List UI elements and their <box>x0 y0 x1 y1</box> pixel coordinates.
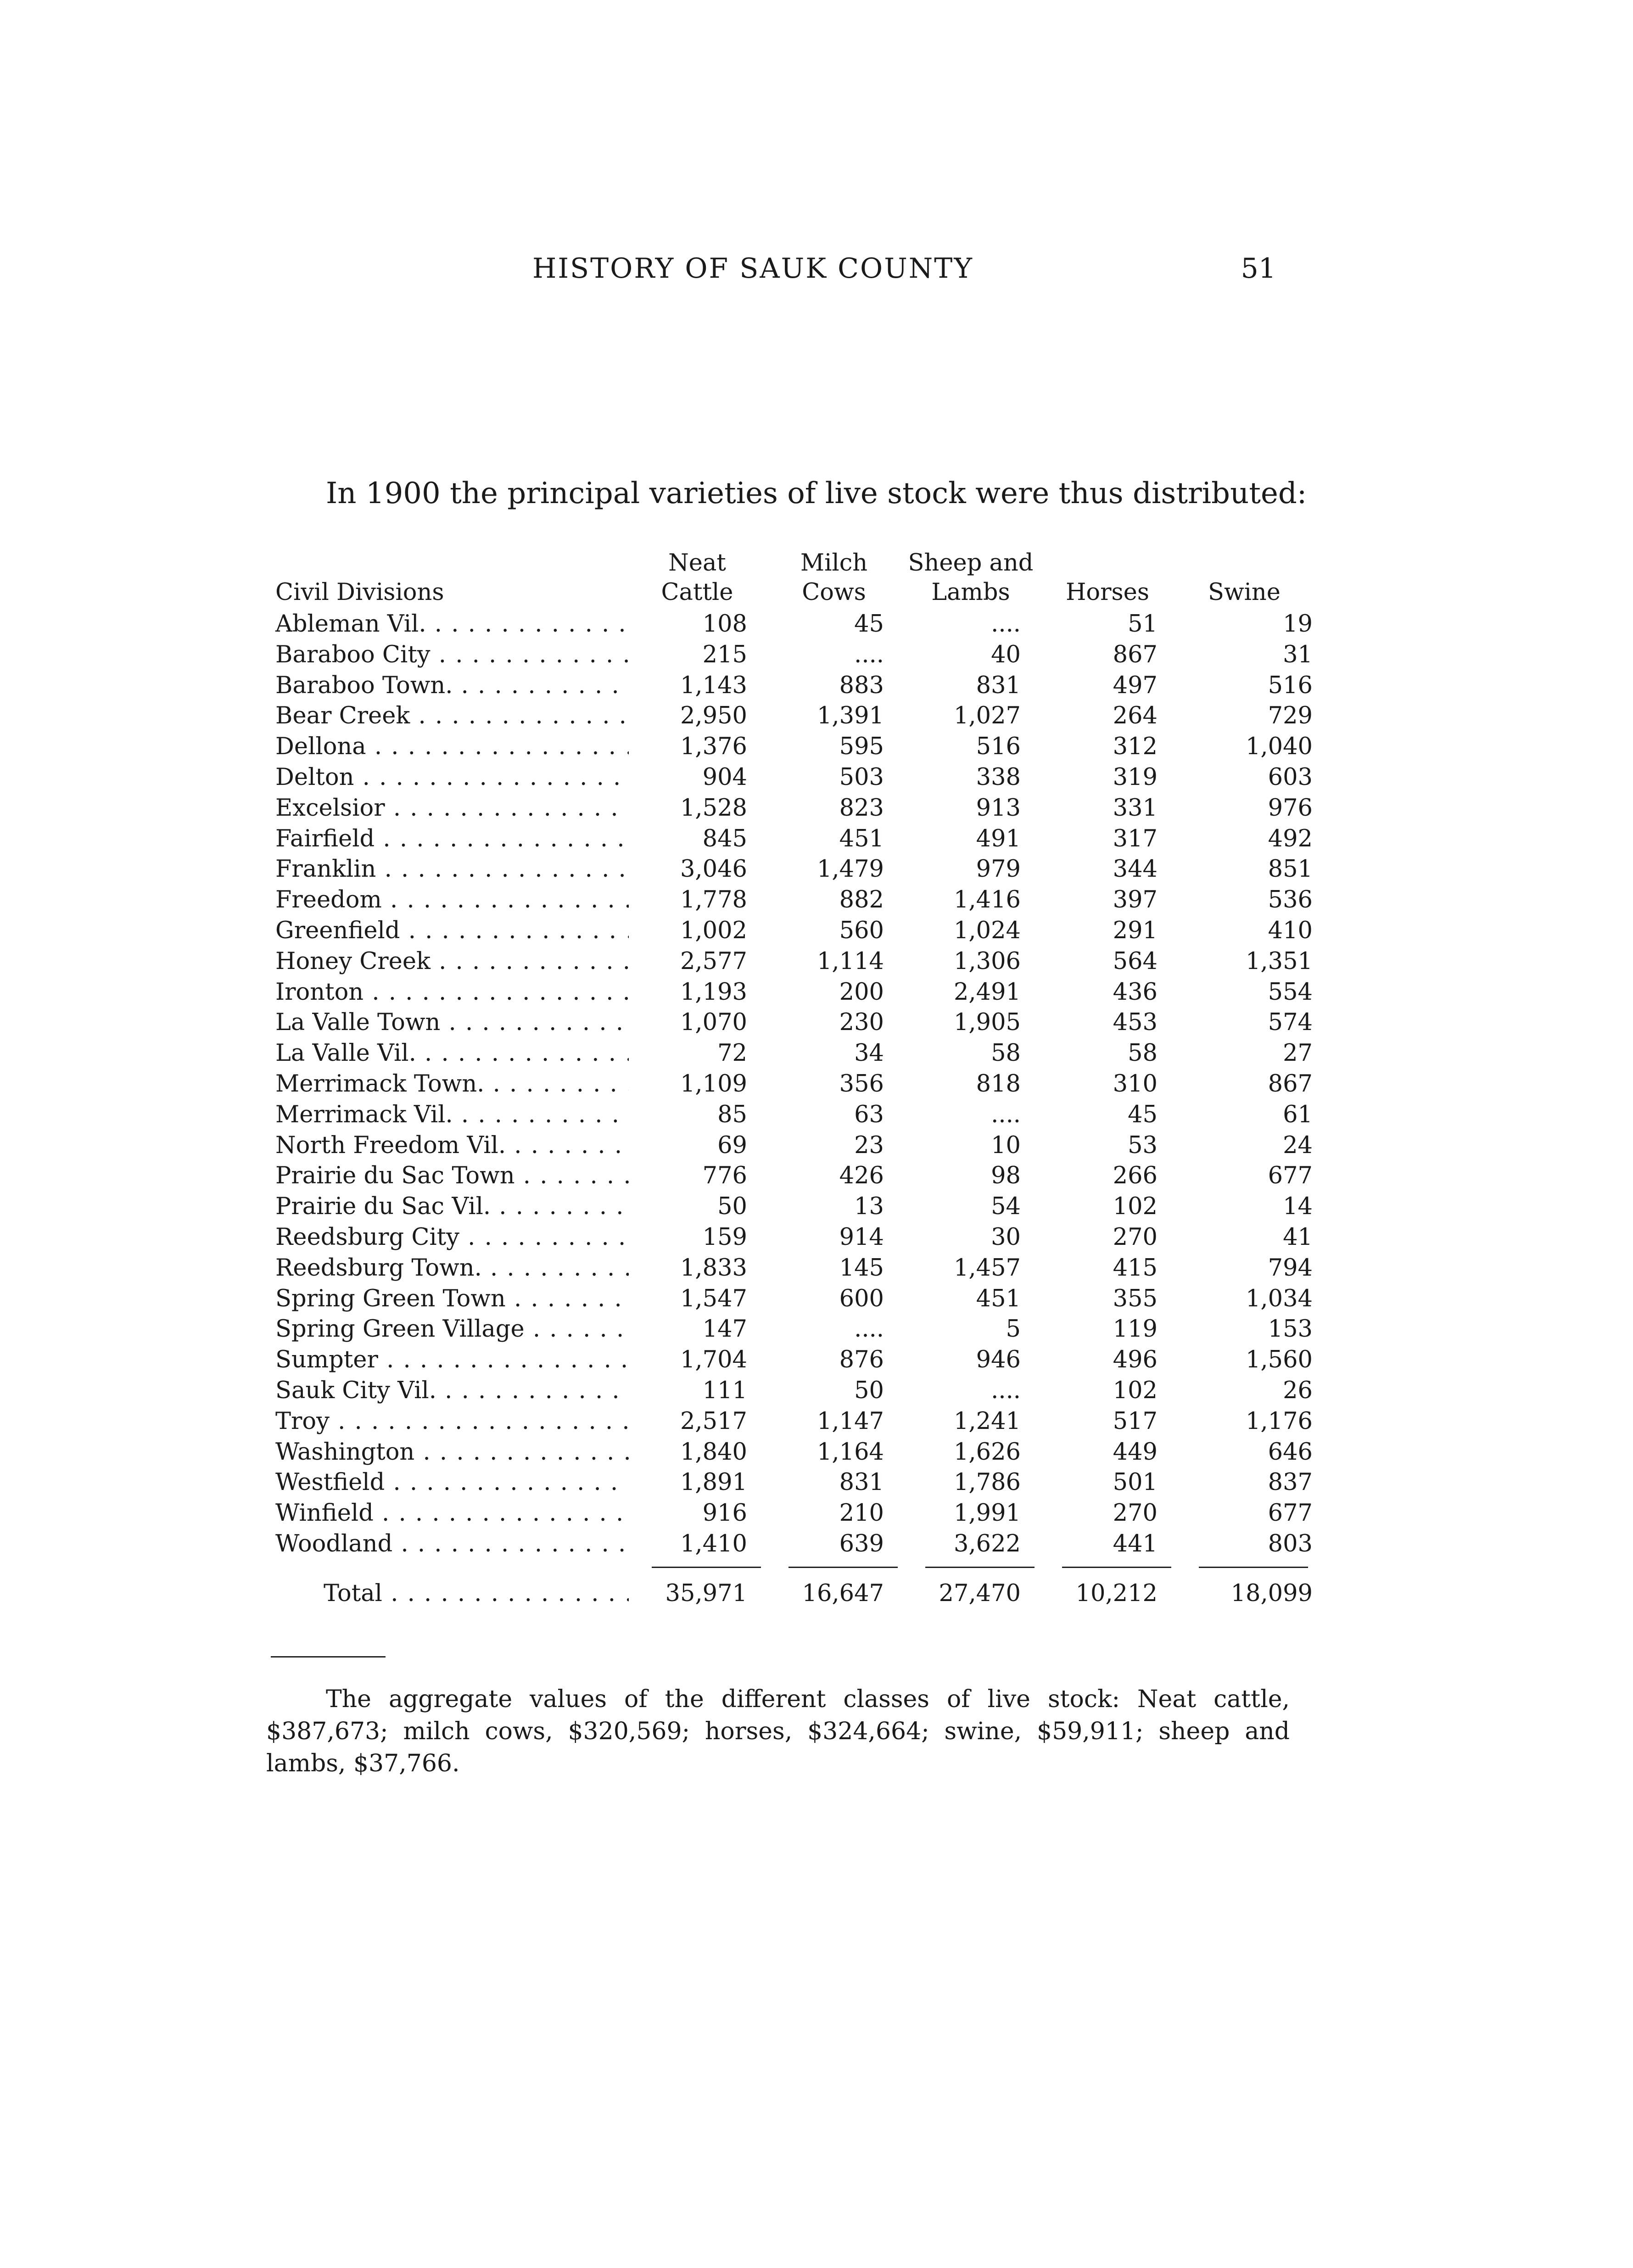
cell-milch-cows: 823 <box>839 794 884 822</box>
cell-milch-cows: 600 <box>839 1285 884 1312</box>
rule-cell <box>1039 1560 1176 1575</box>
table-row <box>266 1222 1313 1253</box>
cell-milch-cows: 1,114 <box>816 947 884 975</box>
cell-swine: 603 <box>1268 763 1313 791</box>
division-name: Prairie du Sac Vil. . . . <box>266 1192 629 1222</box>
cell-sheep-and-lambs: 451 <box>976 1285 1021 1312</box>
cell-milch-cows: .... <box>854 1316 884 1343</box>
aggregate-values-note: The aggregate values of the different classes of live stock: Neat cattle, $387,673; milch cows, $320,569; horses, $324,664; swine, $59,911; sheep and lambs, $37,766. <box>266 1686 1290 1777</box>
header-civil-divisions: Civil Divisions <box>275 579 444 606</box>
table-row <box>266 1437 1313 1468</box>
division-name: Reedsburg Town. . . . <box>266 1253 629 1284</box>
division-name: Fairfield . . . <box>266 824 629 855</box>
cell-neat-cattle: 1,704 <box>680 1346 747 1374</box>
rule-cell <box>1176 1560 1313 1575</box>
cell-swine: 27 <box>1283 1040 1313 1067</box>
cell-sheep-and-lambs: 40 <box>991 641 1021 668</box>
cell-neat-cattle: 159 <box>702 1223 747 1251</box>
running-title: HISTORY OF SAUK COUNTY <box>532 252 973 285</box>
cell-neat-cattle: 2,517 <box>680 1407 747 1435</box>
cell-horses: 415 <box>1113 1254 1158 1282</box>
cell-milch-cows: 210 <box>839 1500 884 1527</box>
table-row <box>266 824 1313 855</box>
table-header-row <box>266 549 1313 609</box>
cell-sheep-and-lambs: 10 <box>991 1131 1021 1159</box>
cell-swine: 516 <box>1268 672 1313 699</box>
cell-neat-cattle: 1,002 <box>680 917 747 944</box>
cell-neat-cattle: 776 <box>702 1162 747 1190</box>
cell-horses: 312 <box>1113 733 1158 761</box>
header-neat-cattle: Neat Cattle <box>661 549 733 606</box>
header-horses: Horses <box>1065 579 1150 606</box>
cell-horses: 102 <box>1113 1193 1158 1221</box>
cell-neat-cattle: 1,070 <box>680 1009 747 1036</box>
cell-milch-cows: 831 <box>839 1469 884 1496</box>
cell-swine: 646 <box>1268 1438 1313 1466</box>
cell-swine: 1,034 <box>1245 1285 1313 1312</box>
cell-swine: 867 <box>1268 1070 1313 1098</box>
table-row <box>266 1314 1313 1345</box>
cell-sheep-and-lambs: 818 <box>976 1070 1021 1098</box>
cell-sheep-and-lambs: 54 <box>991 1193 1021 1221</box>
cell-horses: 270 <box>1113 1500 1158 1527</box>
livestock-table <box>266 549 1313 1612</box>
table-row <box>266 1192 1313 1222</box>
division-name: Merrimack Town. . . . <box>266 1069 629 1100</box>
total-swine: 18,099 <box>1230 1579 1313 1607</box>
cell-swine: 1,560 <box>1245 1346 1313 1374</box>
table-row <box>266 732 1313 762</box>
cell-horses: 501 <box>1113 1469 1158 1496</box>
cell-horses: 496 <box>1113 1346 1158 1374</box>
cell-sheep-and-lambs: 338 <box>976 763 1021 791</box>
total-sheep-and-lambs: 27,470 <box>939 1579 1021 1607</box>
cell-neat-cattle: 215 <box>702 641 747 668</box>
cell-swine: 574 <box>1268 1009 1313 1036</box>
table-row <box>266 1131 1313 1161</box>
cell-swine: 19 <box>1283 610 1313 638</box>
cell-neat-cattle: 108 <box>702 610 747 638</box>
running-head <box>532 248 1276 289</box>
cell-neat-cattle: 2,950 <box>680 702 747 730</box>
cell-swine: 536 <box>1268 886 1313 914</box>
cell-neat-cattle: 1,193 <box>680 978 747 1006</box>
cell-sheep-and-lambs: 1,786 <box>953 1469 1021 1496</box>
cell-sheep-and-lambs: 516 <box>976 733 1021 761</box>
cell-neat-cattle: 147 <box>702 1316 747 1343</box>
cell-neat-cattle: 1,376 <box>680 733 747 761</box>
cell-horses: 436 <box>1113 978 1158 1006</box>
cell-neat-cattle: 904 <box>702 763 747 791</box>
cell-swine: 1,176 <box>1245 1407 1313 1435</box>
cell-milch-cows: 1,147 <box>816 1407 884 1435</box>
cell-horses: 331 <box>1113 794 1158 822</box>
cell-neat-cattle: 111 <box>702 1377 747 1404</box>
cell-milch-cows: 914 <box>839 1223 884 1251</box>
cell-swine: 554 <box>1268 978 1313 1006</box>
cell-neat-cattle: 3,046 <box>680 856 747 883</box>
cell-swine: 677 <box>1268 1162 1313 1190</box>
division-name: Freedom . . . <box>266 885 629 916</box>
table-row <box>266 1529 1313 1560</box>
division-name: Merrimack Vil. . . . <box>266 1100 629 1131</box>
cell-neat-cattle: 1,143 <box>680 672 747 699</box>
cell-sheep-and-lambs: 2,491 <box>953 978 1021 1006</box>
cell-sheep-and-lambs: 30 <box>991 1223 1021 1251</box>
cell-neat-cattle: 1,833 <box>680 1254 747 1282</box>
cell-sheep-and-lambs: 98 <box>991 1162 1021 1190</box>
cell-swine: 41 <box>1283 1223 1313 1251</box>
division-name: Prairie du Sac Town . . . <box>266 1161 629 1192</box>
intro-sentence: In 1900 the principal varieties of live stock were thus distributed: <box>326 476 1307 510</box>
cell-horses: 264 <box>1113 702 1158 730</box>
cell-milch-cows: 426 <box>839 1162 884 1190</box>
division-name: Ironton . . . <box>266 977 629 1008</box>
division-name: Baraboo City . . . <box>266 640 629 671</box>
division-name: Dellona . . . <box>266 732 629 762</box>
cell-horses: 564 <box>1113 947 1158 975</box>
cell-neat-cattle: 1,891 <box>680 1469 747 1496</box>
rule-cell <box>902 1560 1039 1575</box>
cell-milch-cows: 23 <box>854 1131 884 1159</box>
cell-horses: 58 <box>1128 1040 1158 1067</box>
header-swine: Swine <box>1208 579 1281 606</box>
division-name: Troy . . . <box>266 1406 629 1437</box>
table-row <box>266 1406 1313 1437</box>
header-milch-cows: Milch Cows <box>800 549 868 606</box>
page-number: 51 <box>1241 252 1276 285</box>
cell-sheep-and-lambs: 491 <box>976 825 1021 852</box>
cell-milch-cows: 145 <box>839 1254 884 1282</box>
cell-sheep-and-lambs: .... <box>991 1377 1021 1404</box>
total-row <box>266 1575 1313 1612</box>
rule-cell <box>629 1560 766 1575</box>
cell-milch-cows: 13 <box>854 1193 884 1221</box>
table-row <box>266 916 1313 946</box>
division-name: Bear Creek . . . <box>266 701 629 732</box>
cell-swine: 61 <box>1283 1101 1313 1128</box>
division-name: Delton . . . <box>266 762 629 793</box>
cell-sheep-and-lambs: 3,622 <box>953 1530 1021 1557</box>
cell-neat-cattle: 916 <box>702 1500 747 1527</box>
table-row <box>266 977 1313 1008</box>
divider-rule <box>271 1656 386 1658</box>
cell-neat-cattle: 2,577 <box>680 947 747 975</box>
division-name: La Valle Town . . . <box>266 1008 629 1038</box>
table-body <box>266 609 1313 1560</box>
cell-horses: 867 <box>1113 641 1158 668</box>
cell-horses: 397 <box>1113 886 1158 914</box>
cell-sheep-and-lambs: 1,991 <box>953 1500 1021 1527</box>
table-row <box>266 1284 1313 1315</box>
division-name: Franklin . . . <box>266 854 629 885</box>
cell-milch-cows: 876 <box>839 1346 884 1374</box>
cell-swine: 26 <box>1283 1377 1313 1404</box>
cell-milch-cows: 560 <box>839 917 884 944</box>
cell-neat-cattle: 845 <box>702 825 747 852</box>
cell-sheep-and-lambs: 1,241 <box>953 1407 1021 1435</box>
cell-milch-cows: 451 <box>839 825 884 852</box>
cell-sheep-and-lambs: 913 <box>976 794 1021 822</box>
cell-horses: 266 <box>1113 1162 1158 1190</box>
division-name: Reedsburg City . . . <box>266 1222 629 1253</box>
division-name: Honey Creek . . . <box>266 946 629 977</box>
cell-swine: 851 <box>1268 856 1313 883</box>
cell-horses: 344 <box>1113 856 1158 883</box>
cell-milch-cows: 1,164 <box>816 1438 884 1466</box>
table-row <box>266 885 1313 916</box>
cell-sheep-and-lambs: 5 <box>1006 1316 1021 1343</box>
cell-swine: 24 <box>1283 1131 1313 1159</box>
table-row <box>266 1100 1313 1131</box>
cell-milch-cows: 200 <box>839 978 884 1006</box>
rule-cell <box>766 1560 902 1575</box>
cell-sheep-and-lambs: 1,024 <box>953 917 1021 944</box>
cell-swine: 31 <box>1283 641 1313 668</box>
cell-milch-cows: 45 <box>854 610 884 638</box>
cell-swine: 1,040 <box>1245 733 1313 761</box>
cell-neat-cattle: 1,547 <box>680 1285 747 1312</box>
cell-swine: 794 <box>1268 1254 1313 1282</box>
cell-milch-cows: 356 <box>839 1070 884 1098</box>
total-label: Total . . . <box>266 1575 629 1612</box>
header-sheep-and-lambs: Sheep and Lambs <box>908 549 1034 606</box>
division-name: Spring Green Village . . . <box>266 1314 629 1345</box>
cell-horses: 53 <box>1128 1131 1158 1159</box>
division-name: Westfield . . . <box>266 1467 629 1498</box>
cell-swine: 803 <box>1268 1530 1313 1557</box>
table-row <box>266 854 1313 885</box>
cell-neat-cattle: 85 <box>717 1101 747 1128</box>
total-milch-cows: 16,647 <box>802 1579 884 1607</box>
division-name: Woodland . . . <box>266 1529 629 1560</box>
table-row <box>266 1345 1313 1376</box>
table-row <box>266 793 1313 824</box>
cell-sheep-and-lambs: 1,416 <box>953 886 1021 914</box>
cell-neat-cattle: 69 <box>717 1131 747 1159</box>
cell-neat-cattle: 1,840 <box>680 1438 747 1466</box>
cell-horses: 449 <box>1113 1438 1158 1466</box>
cell-sheep-and-lambs: 831 <box>976 672 1021 699</box>
division-name: Spring Green Town . . . <box>266 1284 629 1315</box>
table-row <box>266 1253 1313 1284</box>
cell-horses: 317 <box>1113 825 1158 852</box>
division-name: North Freedom Vil. . . . <box>266 1131 629 1161</box>
division-name: La Valle Vil. . . . <box>266 1038 629 1069</box>
table-row <box>266 609 1313 640</box>
cell-horses: 497 <box>1113 672 1158 699</box>
cell-neat-cattle: 50 <box>717 1193 747 1221</box>
cell-sheep-and-lambs: .... <box>991 1101 1021 1128</box>
cell-sheep-and-lambs: 1,027 <box>953 702 1021 730</box>
table-row <box>266 1376 1313 1406</box>
cell-neat-cattle: 1,528 <box>680 794 747 822</box>
table-row <box>266 1069 1313 1100</box>
division-name: Greenfield . . . <box>266 916 629 946</box>
cell-neat-cattle: 1,778 <box>680 886 747 914</box>
table-row <box>266 1498 1313 1529</box>
cell-sheep-and-lambs: 1,306 <box>953 947 1021 975</box>
total-neat-cattle: 35,971 <box>665 1579 747 1607</box>
division-name: Baraboo Town. . . . <box>266 671 629 701</box>
division-name: Excelsior . . . <box>266 793 629 824</box>
cell-horses: 51 <box>1128 610 1158 638</box>
table-row <box>266 671 1313 701</box>
cell-swine: 677 <box>1268 1500 1313 1527</box>
division-name: Sauk City Vil. . . . <box>266 1376 629 1406</box>
cell-sheep-and-lambs: 58 <box>991 1040 1021 1067</box>
cell-swine: 837 <box>1268 1469 1313 1496</box>
cell-horses: 270 <box>1113 1223 1158 1251</box>
cell-sheep-and-lambs: 946 <box>976 1346 1021 1374</box>
cell-sheep-and-lambs: .... <box>991 610 1021 638</box>
cell-sheep-and-lambs: 1,457 <box>953 1254 1021 1282</box>
cell-horses: 291 <box>1113 917 1158 944</box>
cell-milch-cows: 63 <box>854 1101 884 1128</box>
cell-sheep-and-lambs: 979 <box>976 856 1021 883</box>
division-name: Washington . . . <box>266 1437 629 1468</box>
cell-sheep-and-lambs: 1,905 <box>953 1009 1021 1036</box>
rule-spacer <box>266 1560 629 1575</box>
cell-milch-cows: 503 <box>839 763 884 791</box>
cell-swine: 410 <box>1268 917 1313 944</box>
table-row <box>266 1008 1313 1038</box>
table-row <box>266 762 1313 793</box>
cell-horses: 441 <box>1113 1530 1158 1557</box>
cell-neat-cattle: 1,109 <box>680 1070 747 1098</box>
division-name: Sumpter . . . <box>266 1345 629 1376</box>
cell-milch-cows: 1,479 <box>816 856 884 883</box>
table-row <box>266 1161 1313 1192</box>
cell-milch-cows: 595 <box>839 733 884 761</box>
cell-milch-cows: 883 <box>839 672 884 699</box>
cell-swine: 492 <box>1268 825 1313 852</box>
cell-swine: 976 <box>1268 794 1313 822</box>
cell-horses: 45 <box>1128 1101 1158 1128</box>
total-horses: 10,212 <box>1075 1579 1158 1607</box>
cell-milch-cows: 34 <box>854 1040 884 1067</box>
cell-horses: 517 <box>1113 1407 1158 1435</box>
cell-horses: 119 <box>1113 1316 1158 1343</box>
cell-sheep-and-lambs: 1,626 <box>953 1438 1021 1466</box>
table-row <box>266 1038 1313 1069</box>
total-rule-row <box>266 1560 1313 1575</box>
cell-neat-cattle: 72 <box>717 1040 747 1067</box>
cell-milch-cows: 50 <box>854 1377 884 1404</box>
cell-swine: 153 <box>1268 1316 1313 1343</box>
cell-milch-cows: 230 <box>839 1009 884 1036</box>
cell-milch-cows: 882 <box>839 886 884 914</box>
cell-neat-cattle: 1,410 <box>680 1530 747 1557</box>
cell-swine: 1,351 <box>1245 947 1313 975</box>
table-row <box>266 946 1313 977</box>
division-name: Ableman Vil. . . . <box>266 609 629 640</box>
table-row <box>266 701 1313 732</box>
division-name: Winfield . . . <box>266 1498 629 1529</box>
cell-swine: 729 <box>1268 702 1313 730</box>
cell-milch-cows: 639 <box>839 1530 884 1557</box>
cell-horses: 355 <box>1113 1285 1158 1312</box>
cell-horses: 310 <box>1113 1070 1158 1098</box>
cell-milch-cows: 1,391 <box>816 702 884 730</box>
cell-swine: 14 <box>1283 1193 1313 1221</box>
cell-milch-cows: .... <box>854 641 884 668</box>
cell-horses: 102 <box>1113 1377 1158 1404</box>
table-row <box>266 1467 1313 1498</box>
cell-horses: 319 <box>1113 763 1158 791</box>
table-row <box>266 640 1313 671</box>
cell-horses: 453 <box>1113 1009 1158 1036</box>
